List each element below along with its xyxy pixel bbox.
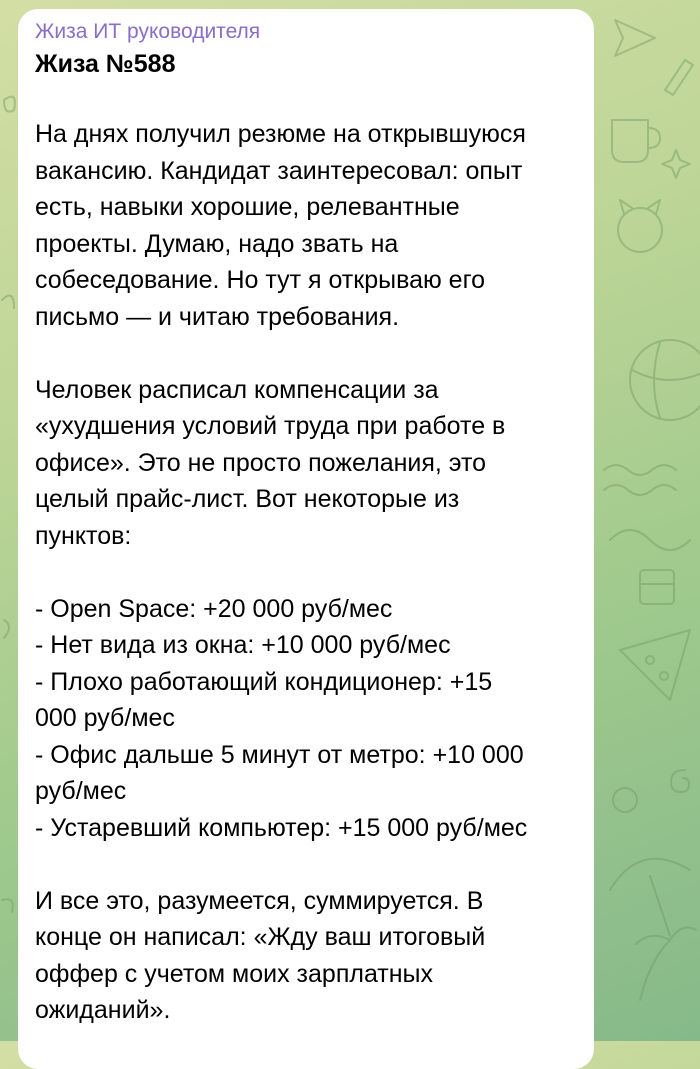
text-line: офисе». Это не просто пожелания, это <box>35 448 487 477</box>
umbrella-doodle-icon <box>610 859 690 936</box>
message-bubble[interactable] <box>18 9 594 1069</box>
text-line: оффер с учетом моих зарплатных <box>35 959 434 988</box>
list-item: - Офис дальше 5 минут от метро: +10 000 <box>35 740 524 769</box>
text-line: вакансию. Кандидат заинтересовал: опыт <box>35 156 523 185</box>
wave-doodle-icon <box>604 465 676 495</box>
cup-doodle-icon <box>612 120 660 162</box>
squiggle-doodle-icon <box>610 530 690 550</box>
text-line: есть, навыки хорошие, релевантные <box>35 193 460 221</box>
box-doodle-icon <box>640 570 674 604</box>
leaf-doodle-icon <box>2 97 15 912</box>
text-line: На днях получил резюме на открывшуюся <box>35 120 526 148</box>
spiral-doodle-icon <box>671 770 689 792</box>
list-item: руб/мес <box>35 777 127 805</box>
text-line: собеседование. Но тут я открываю его <box>35 266 486 294</box>
sparkle-doodle-icon <box>662 150 690 178</box>
list-item: - Open Space: +20 000 руб/мес <box>35 594 393 623</box>
text-line: письмо — и читаю требования. <box>35 302 400 331</box>
text-line: «ухудшения условий труда при работе в <box>35 412 506 440</box>
list-item: - Устаревший компьютер: +15 000 руб/мес <box>35 813 528 842</box>
paragraph-conclusion <box>35 883 578 1029</box>
plane-doodle-icon <box>615 20 655 56</box>
list-item: - Нет вида из окна: +10 000 руб/мес <box>35 631 451 659</box>
pizza-doodle-icon <box>620 630 690 700</box>
message-text <box>35 116 578 1029</box>
paragraph-intro <box>35 116 578 335</box>
palm-doodle-icon <box>636 928 696 1000</box>
ball-doodle-icon <box>630 340 700 420</box>
text-line: Человек расписал компенсации за <box>35 375 439 404</box>
text-line: И все это, разумеется, суммируется. В <box>35 886 484 915</box>
text-line: ожиданий». <box>35 996 171 1024</box>
cat-doodle-icon <box>618 200 662 252</box>
text-line: пунктов: <box>35 521 132 550</box>
paragraph-price-list <box>35 591 578 847</box>
pencil-doodle-icon <box>665 60 693 95</box>
list-item: - Плохо работающий кондиционер: +15 <box>35 667 493 696</box>
text-line: конце он написал: «Жду ваш итоговый <box>35 923 486 951</box>
paragraph-compensation <box>35 372 578 555</box>
text-line: проекты. Думаю, надо звать на <box>35 229 399 258</box>
text-line: целый прайс-лист. Вот некоторые из <box>35 485 460 513</box>
post-title: Жиза №588 <box>35 50 176 78</box>
list-item: 000 руб/мес <box>35 704 175 732</box>
circle-doodle-icon <box>613 788 637 812</box>
channel-name[interactable]: Жиза ИТ руководителя <box>35 20 261 43</box>
